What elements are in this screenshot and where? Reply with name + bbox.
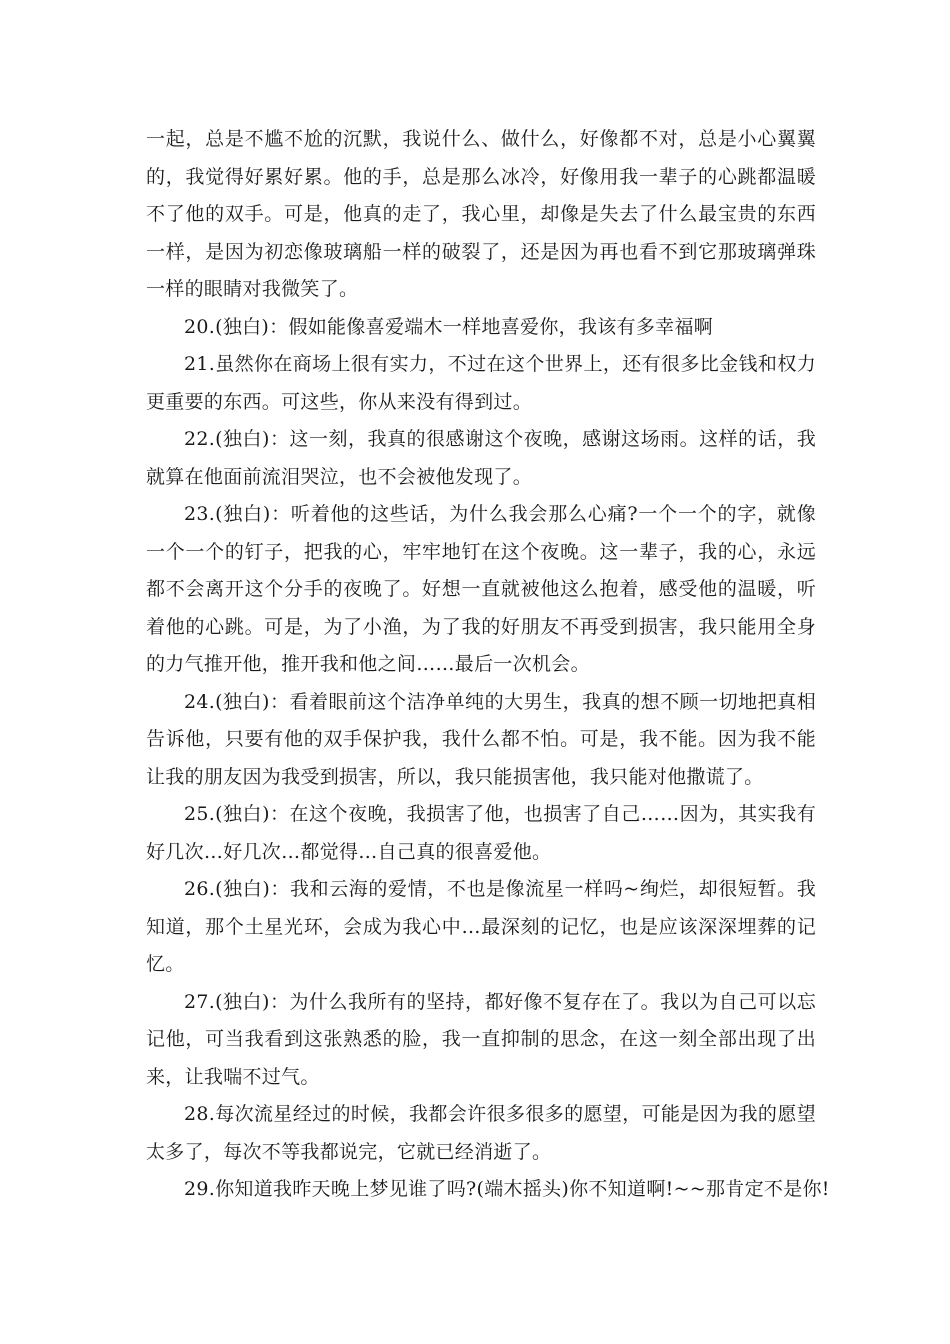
paragraph-22: 22.(独白)：这一刻，我真的很感谢这个夜晚，感谢这场雨。这样的话，我就算在他面前流泪哭泣，也不会被他发现了。 (146, 428, 816, 488)
paragraph-continuation: 一起，总是不尴不尬的沉默，我说什么、做什么，好像都不对，总是小心翼翼的，我觉得好累好累。他的手，总是那么冰冷，好像用我一辈子的心跳都温暖不了他的双手。可是，他真的走了，我心里，却像是失去了什么最宝贵的东西一样，是因为初恋像玻璃船一样的破裂了，还是因为再也看不到它那玻璃弹珠一样的眼睛对我微笑了。 (146, 128, 816, 300)
paragraph-28: 28.每次流星经过的时候，我都会许很多很多的愿望，可能是因为我的愿望太多了，每次不等我都说完，它就已经消逝了。 (146, 1103, 816, 1163)
paragraph-21: 21.虽然你在商场上很有实力，不过在这个世界上，还有很多比金钱和权力更重要的东西。可这些，你从来没有得到过。 (146, 353, 816, 413)
paragraph-24: 24.(独白)：看着眼前这个洁净单纯的大男生，我真的想不顾一切地把真相告诉他，只要有他的双手保护我，我什么都不怕。可是，我不能。因为我不能让我的朋友因为我受到损害，所以，我只能损害他，我只能对他撒谎了。 (146, 690, 816, 788)
document-body (146, 121, 830, 1209)
paragraph-20: 20.(独白)：假如能像喜爱端木一样地喜爱你，我该有多幸福啊 (184, 315, 714, 338)
paragraph-25: 25.(独白)：在这个夜晚，我损害了他，也损害了自己……因为，其实我有好几次…好几次…都觉得…自己真的很喜爱他。 (146, 803, 816, 863)
paragraph-27: 27.(独白)：为什么我所有的坚持，都好像不复存在了。我以为自己可以忘记他，可当我看到这张熟悉的脸，我一直抑制的思念，在这一刻全部出现了出来，让我喘不过气。 (146, 990, 816, 1088)
paragraph-23: 23.(独白)：听着他的这些话，为什么我会那么心痛?一个一个的字，就像一个一个的钉子，把我的心，牢牢地钉在这个夜晚。这一辈子，我的心，永远都不会离开这个分手的夜晚了。好想一直就被他这么抱着，感受他的温暖，听着他的心跳。可是，为了小渔，为了我的好朋友不再受到损害，我只能用全身的力气推开他，推开我和他之间……最后一次机会。 (146, 503, 816, 675)
paragraph-29: 29.你知道我昨天晚上梦见谁了吗?(端木摇头)你不知道啊!~~那肯定不是你! (184, 1178, 830, 1200)
paragraph-26: 26.(独白)：我和云海的爱情，不也是像流星一样吗~绚烂，却很短暂。我知道，那个土星光环，会成为我心中…最深刻的记忆，也是应该深深埋葬的记忆。 (146, 878, 816, 975)
